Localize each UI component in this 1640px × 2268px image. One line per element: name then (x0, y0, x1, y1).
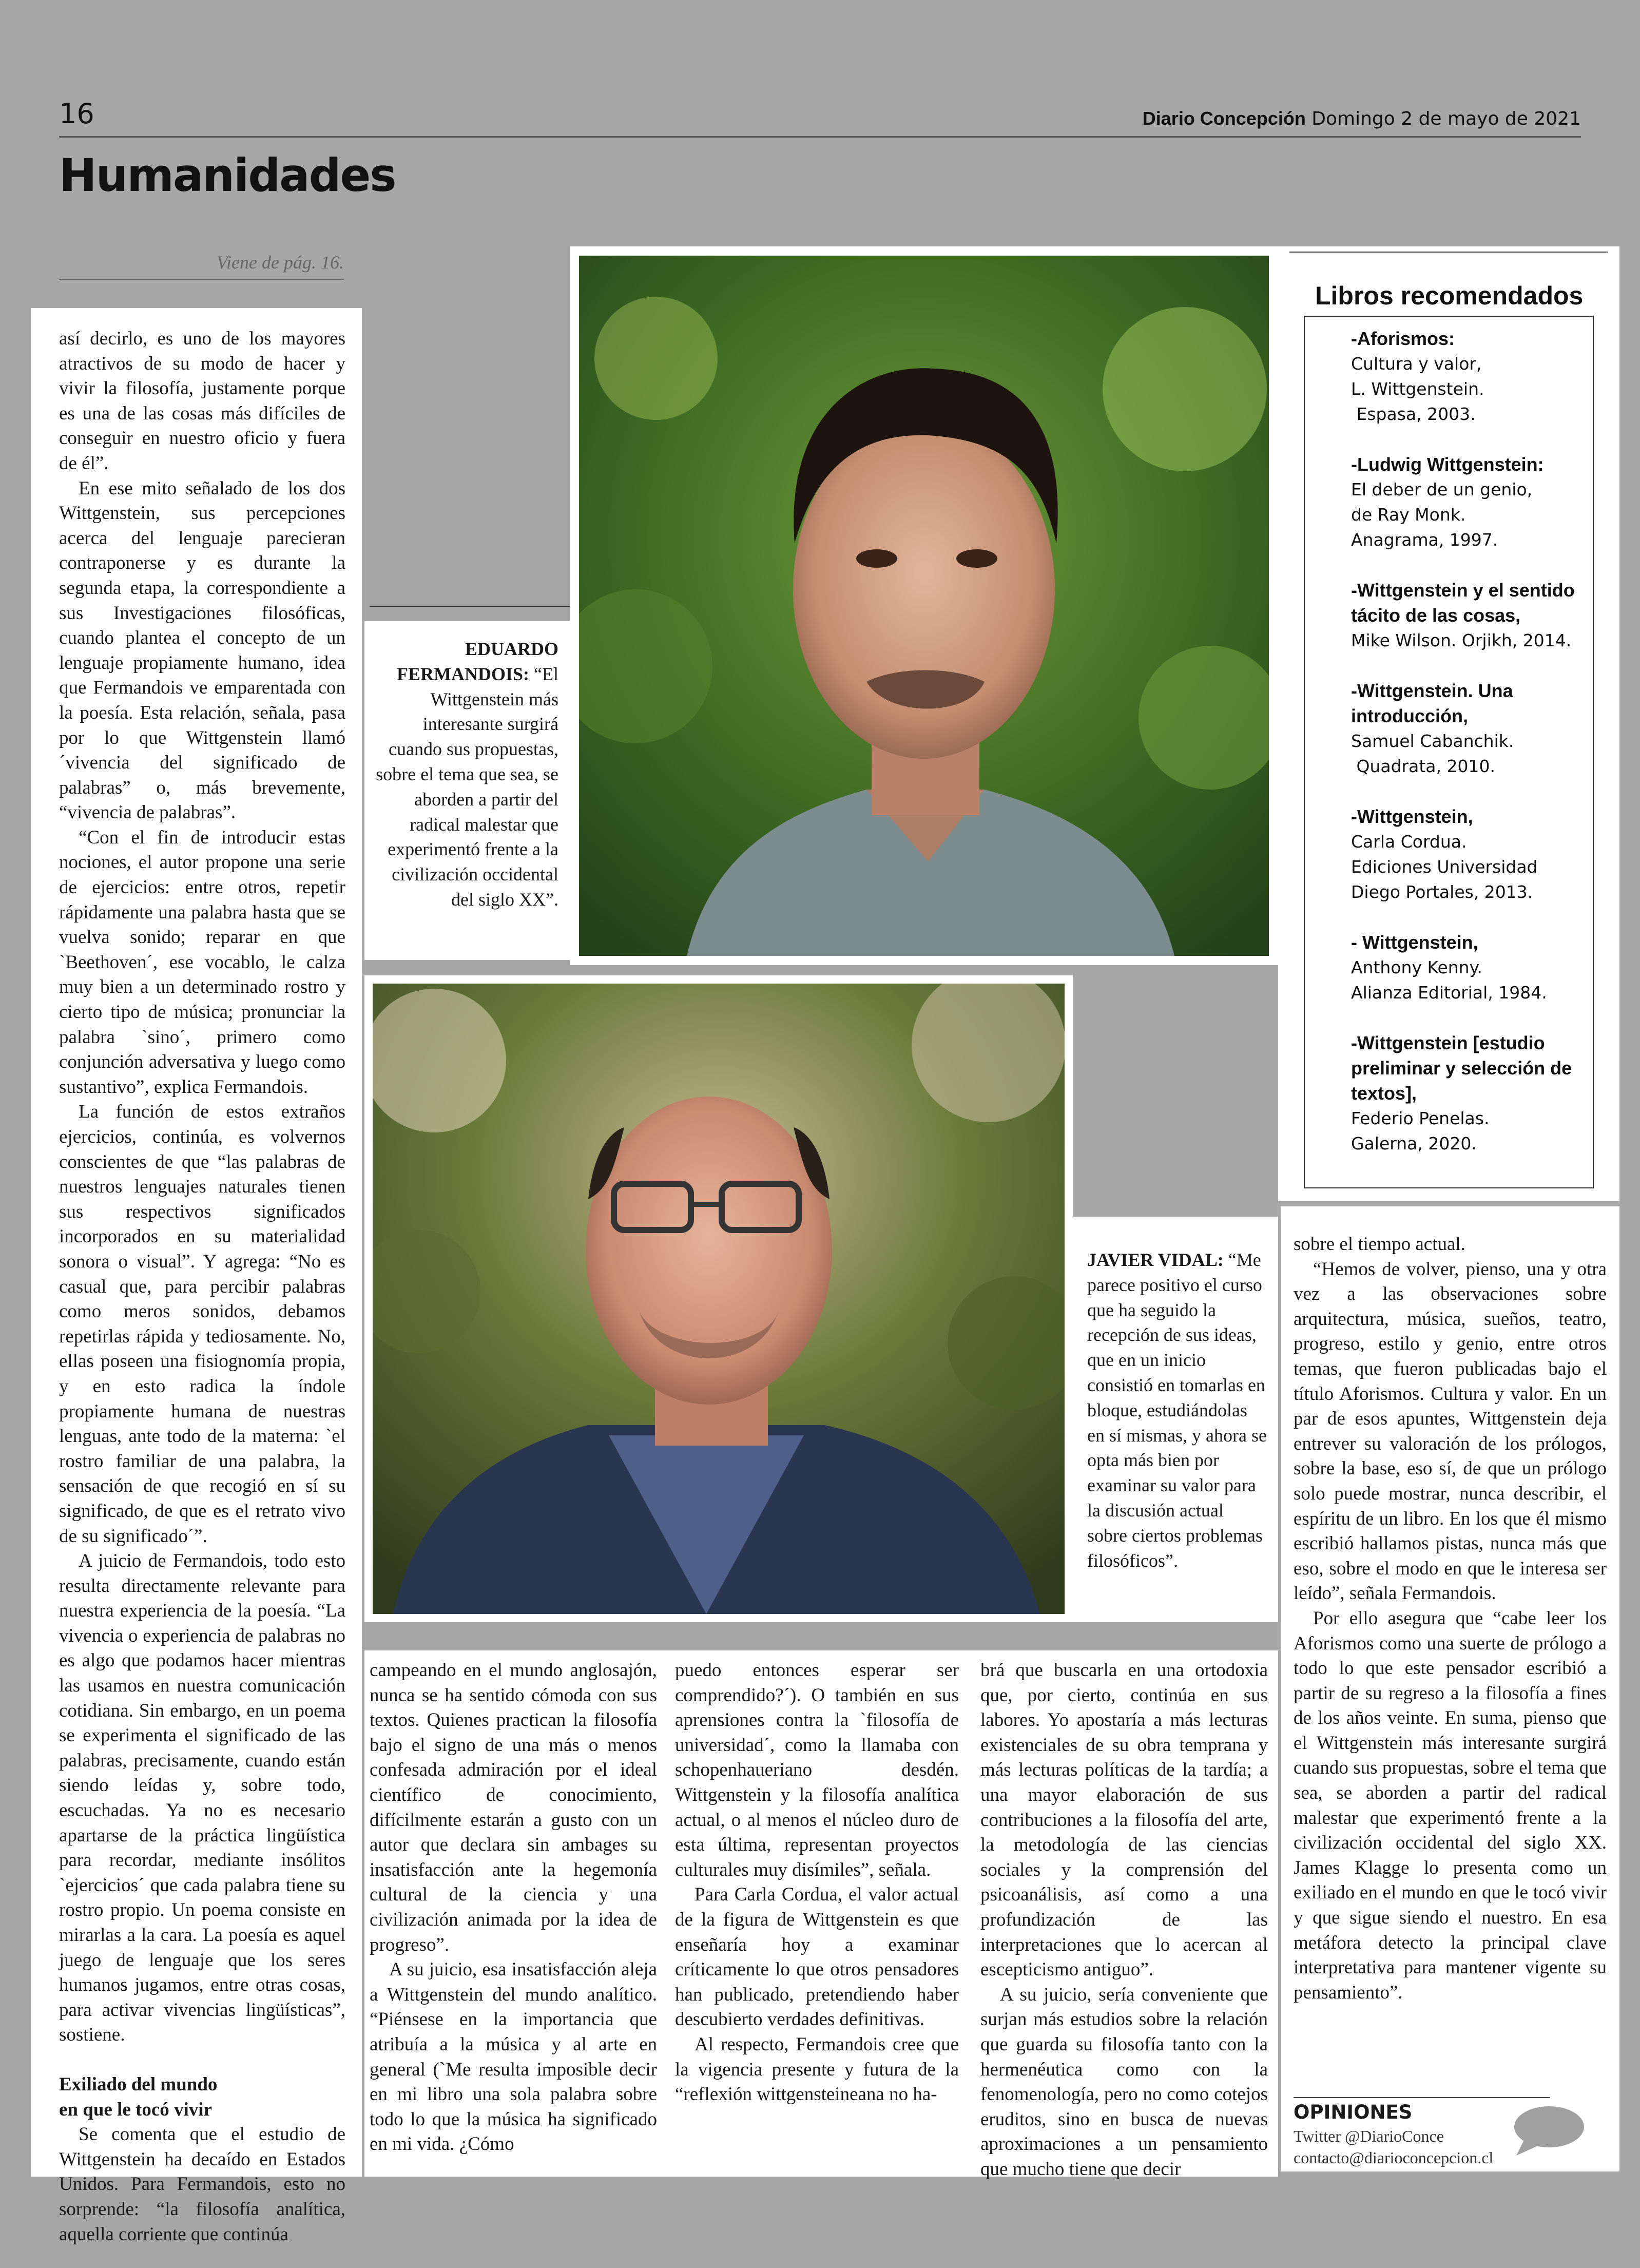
paragraph: A su juicio, sería conveniente que surjan más estudios sobre la relación que guarda su filosofía tanto con la hermenéutica como con la fenomenología, pero no como cotejos eruditos, sino en busca de nuevas aproximaciones a un pensamiento que mucho tiene que decir (980, 1984, 1268, 2180)
paragraph: A juicio de Fermandois, todo esto resulta directamente relevante para nuestra experiencia de la poesía. “La vivencia o experiencia de palabras no es algo que podamos hacer mientras las usamos en nuestra comunicación cotidiana. Sin embargo, en un poema se experimenta el significado de las palabras, precisamente, cuando están siendo leídas y, sobre todo, escuchadas. Ya no es necesario apartarse de la práctica lingüística para recordar, mediante insólitos `ejercicios´ que cada palabra tiene su rostro propio. Un poema consiste en mirarlas a la cara. La poesía es aquel juego de lenguaje que los seres humanos jugamos, entre otras cosas, para activar vivencias lingüísticas”, sostiene. (59, 1550, 345, 2046)
section-title: Humanidades (59, 149, 396, 202)
paragraph: campeando en el mundo anglosajón, nunca se ha sentido cómoda con sus textos. Quienes practican la filosofía bajo el signo de una más o menos confesada admiración por el ideal científico de conocimiento, difícilmente estarán a gusto con un autor que declara sin ambages su insatisfacción ante la hegemonía cultural de la ciencia y una civilización animada por la idea de progreso”. (370, 1660, 657, 1955)
article-column-3 (667, 1650, 970, 2177)
page-number: 16 (59, 98, 94, 130)
twitter-handle[interactable]: Twitter @DiarioConce (1294, 2127, 1444, 2145)
article-column-2 (364, 1650, 667, 2177)
contact-email[interactable]: contacto@diarioconcepcion.cl (1294, 2148, 1494, 2167)
paragraph: “Hemos de volver, pienso, una y otra vez a las observaciones sobre arquitectura, música, sueños, teatro, progreso, estilo y genio, entre otros temas, que fueron publicadas bajo el título Aforismos. Cultura y valor. En un par de esos apuntes, Wittgenstein deja entrever su valoración de los prólogos, sobre la base, eso sí, de que un prólogo solo puede mostrar, nunca describir, el espíritu de un libro. En los que él mismo escribió hallamos pistas, nunca más que eso, sobre el modo en que le interesa ser leído”, señala Fermandois. (1294, 1258, 1607, 1604)
book-item (1351, 452, 1577, 552)
continued-rule (59, 279, 344, 280)
book-title: -Wittgenstein y el sentido tácito de las cosas, (1351, 580, 1575, 626)
paragraph: Por ello asegura que “cabe leer los Aforismos como una suerte de prólogo a todo lo que este pensador escribió a partir de su regreso a la filosofía a fines de los años veinte. En suma, pienso que el Wittgenstein más interesante surgirá cuando sus propuestas, sobre el tema que sea, se aborden a partir del radical malestar que experimentó frente a la civilización occidental del siglo XX. James Klagge lo presenta como un exiliado en el mundo en que le tocó vivir y que sigue siendo el nuestro. En esa metáfora detecto la principal clave interpretativa para mantener vigente su pensamiento”. (1294, 1607, 1607, 2003)
recommended-books-box (1278, 246, 1619, 1201)
photo-frame-2 (364, 975, 1073, 1622)
book-title: -Wittgenstein [estudio preliminar y selección de textos], (1351, 1032, 1572, 1104)
book-line: Diego Portales, 2013. (1351, 882, 1533, 902)
book-line: Espasa, 2003. (1351, 404, 1476, 424)
caption-name: EDUARDO FERMANDOIS: (397, 639, 558, 684)
paragraph: así decirlo, es uno de los mayores atractivos de su modo de hacer y vivir la filosofía, justamente porque es una de las cosas más difíciles de conseguir en nuestro oficio y fuera de él”. (59, 328, 345, 474)
header-rule (59, 136, 1581, 138)
photo-caption-fermandois (364, 621, 570, 960)
newspaper-name: Diario Concepción (1142, 108, 1306, 129)
subheading: Exiliado del mundo (59, 2073, 218, 2095)
book-line: L. Wittgenstein. (1351, 379, 1484, 399)
paragraph: puedo entonces esperar ser comprendido?´). O también en sus aprensiones contra la `filosofía de universidad´, como la llamaba con schopenhaueriano desdén. Wittgenstein y la filosofía analítica actual, o al menos el núcleo duro de esta última, representan proyectos culturales muy disímiles”, señala. (675, 1660, 959, 1880)
book-line: Anthony Kenny. (1351, 957, 1482, 977)
books-rule (1289, 252, 1608, 253)
issue-date: Domingo 2 de mayo de 2021 (1311, 108, 1581, 129)
book-line: Mike Wilson. Orjikh, 2014. (1351, 630, 1572, 650)
speech-bubble-icon (1509, 2102, 1586, 2159)
opiniones-title: OPINIONES (1294, 2101, 1413, 2123)
book-title: -Ludwig Wittgenstein: (1351, 454, 1544, 475)
masthead (1143, 108, 1581, 129)
book-item (1351, 578, 1577, 653)
article-column-4 (970, 1650, 1278, 2180)
paragraph: Al respecto, Fermandois cree que la vigencia presente y futura de la “reflexión wittgensteineana no ha- (675, 2033, 959, 2105)
book-line: Galerna, 2020. (1351, 1133, 1477, 1154)
book-item (1351, 804, 1577, 905)
book-line: Ediciones Universidad (1351, 857, 1538, 877)
caption-rule (370, 606, 570, 607)
paragraph: A su juicio, esa insatisfacción aleja a Wittgenstein del mundo analítico. “Piénsese en la importancia que atribuía a la música y al arte en general (`Me resulta imposible decir en mi libro una sola palabra sobre todo lo que la música ha significado en mi vida. ¿Cómo (370, 1959, 657, 2155)
paragraph: Se comenta que el estudio de Wittgenstein ha decaído en Estados Unidos. Para Fermandois, esto no sorprende: “la filosofía analítica, aquella corriente que continúa (59, 2124, 345, 2245)
book-item (1351, 678, 1577, 779)
caption-quote: “Me parece positivo el curso que ha seguido la recepción de sus ideas, que en un inicio consistió en tomarlas en bloque, estudiándolas en sí mismas, y ahora se opta más bien por examinar su valor para la discusión actual sobre ciertos problemas filosóficos”. (1087, 1250, 1267, 1571)
paragraph: brá que buscarla en una ortodoxia que, por cierto, continúa en sus labores. Yo apostaría a más lecturas existenciales de su obra temprana y más lecturas políticas de la tardía; a una mayor elaboración de sus contribuciones a la filosofía del arte, la metodología de las ciencias sociales y la comprensión del psicoanálisis, así como a una profundización de las interpretaciones que lo acercan al escepticismo antiguo”. (980, 1660, 1268, 1981)
continued-from: Viene de pág. 16. (216, 252, 344, 273)
opiniones-rule (1294, 2097, 1550, 2098)
book-line: Anagrama, 1997. (1351, 530, 1498, 550)
book-title: -Aforismos: (1351, 328, 1455, 349)
book-title: -Wittgenstein. Una introducción, (1351, 680, 1513, 726)
book-item (1351, 326, 1577, 427)
subheading: en que le tocó vivir (59, 2099, 213, 2120)
book-item (1351, 1030, 1577, 1156)
paragraph: La función de estos extraños ejercicios, continúa, es volvernos conscientes de que “las palabras de nuestros lenguajes naturales tienen sus respectivos significados incorporados en su materialidad sonora o visual”. Y agrega: “No es casual que, para percibir palabras como meros sonidos, debamos repetirlas rápida y tediosamente. No, ellas poseen una fisiognomía propia, y en esto radica la índole propiamente humana de nuestras lenguas, ante todo de la materna: `el rostro familiar de una palabra, la sensación de que recogió en sí su significado, de que es el retrato vivo de su significado´”. (59, 1101, 345, 1547)
paragraph: “Con el fin de introducir estas nociones, el autor propone una serie de ejercicios: entre otros, repetir rápidamente una palabra hasta que se vuelva sonido; reparar en que `Beethoven´, ese vocablo, le calza muy bien a un determinado rostro y cierto tipo de música; pronunciar la palabra `sino´, primero como conjunción adversativa y luego como sustantivo”, explica Fermandois. (59, 827, 345, 1098)
book-title: -Wittgenstein, (1351, 806, 1473, 827)
paragraph: Para Carla Cordua, el valor actual de la figura de Wittgenstein es que enseñaría hoy a examinar críticamente lo que otros pensadores han publicado, pretendiendo haber descubierto verdades definitivas. (675, 1884, 959, 2030)
paragraph: En ese mito señalado de los dos Wittgenstein, sus percepciones acerca del lenguaje parecieran contraponerse y es durante la segunda etapa, la correspondiente a sus Investigaciones filosóficas, cuando plantea el concepto de un lenguaje propiamente humano, idea que Fermandois ve emparentada con la poesía. Esta relación, señala, pasa por lo que Wittgenstein llamó ´vivencia del significado de palabras” o, más brevemente, “vivencia de palabras”. (59, 477, 345, 823)
book-line: de Ray Monk. (1351, 505, 1466, 525)
photo-caption-vidal (1073, 1217, 1278, 1622)
book-line: Samuel Cabanchik. (1351, 731, 1514, 751)
paragraph: sobre el tiempo actual. (1294, 1234, 1465, 1255)
portrait-photo-fermandois (579, 256, 1269, 956)
book-title: - Wittgenstein, (1351, 932, 1478, 953)
book-item (1351, 930, 1577, 1005)
book-line: Federio Penelas. (1351, 1108, 1490, 1128)
book-line: Carla Cordua. (1351, 832, 1467, 852)
caption-quote: “El Wittgenstein más interesante surgirá cuando sus propuestas, sobre el tema que sea, se aborden a partir del radical malestar que experimentó frente a la civilización occidental del siglo XX”. (376, 663, 558, 910)
book-line: Cultura y valor, (1351, 354, 1482, 374)
photo-frame-1 (570, 246, 1278, 965)
books-list (1304, 316, 1594, 1188)
article-column-1 (31, 308, 362, 2245)
books-title: Libros recomendados (1315, 281, 1584, 310)
portrait-photo-vidal (373, 984, 1065, 1614)
book-line: El deber de un genio, (1351, 479, 1533, 499)
book-line: Quadrata, 2010. (1351, 756, 1495, 776)
book-line: Alianza Editorial, 1984. (1351, 983, 1547, 1003)
article-column-5 (1281, 1206, 1619, 2171)
caption-name: JAVIER VIDAL: (1087, 1250, 1224, 1270)
